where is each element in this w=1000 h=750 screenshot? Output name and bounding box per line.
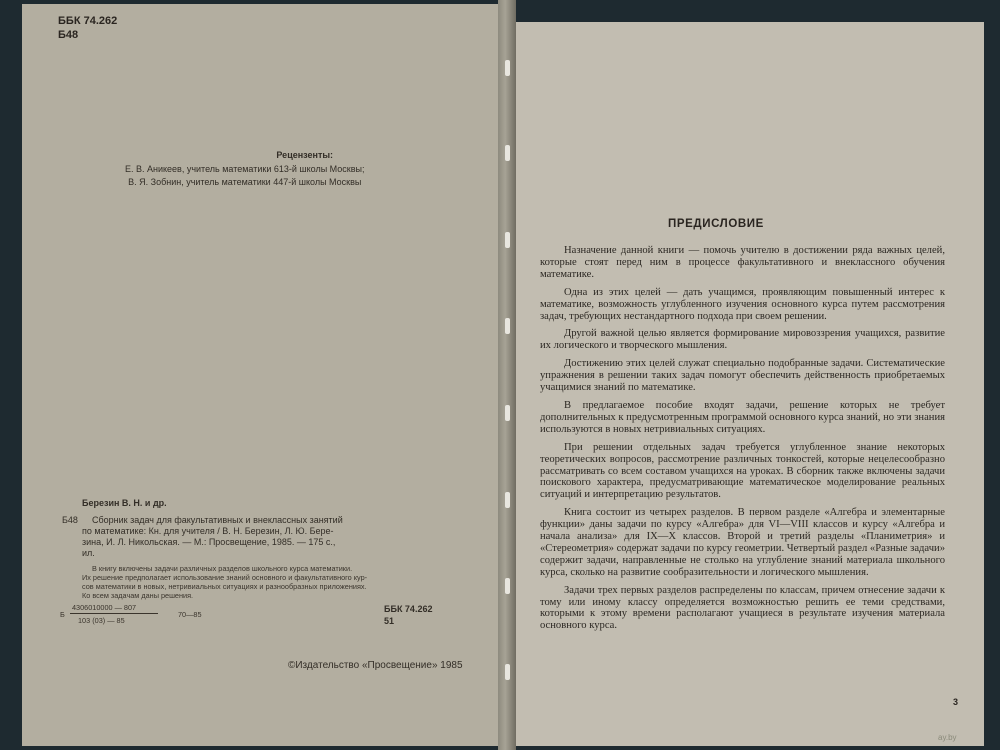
preface-body [540,245,945,638]
formula-denominator: 103 (03) — 85 [78,616,125,625]
preface-paragraph: Достижению этих целей служат специально подобранные задачи. Систематические упражнения в решении таких задач помогут обеспечить действенность приобретаемых учащимися знаний по математике. [540,358,945,394]
bbk-bottom-block [384,603,432,627]
annotation-line: Их решение предполагает использование знаний основного и факультативного кур- [82,573,368,582]
preface-paragraph: При решении отдельных задач требуется углубленное знание некоторых теоретических вопросов, рассмотрение различных тонкостей, которые нецелесообразно рассматривать со всем составом учащихся на уроках. В сборник также включены задачи поискового характера, предусматривающие математическое моделирование реальных ситуаций и интерпретацию результатов. [540,441,945,501]
description-line: ил. [82,548,95,558]
preface-paragraph: Одна из этих целей — дать учащимся, проявляющим повышенный интерес к математике, возможность углубленного изучения основного курса путем рассмотрения задач, требующих нестандартного подхода при своем решении. [540,286,945,322]
watermark: ay.by [938,733,957,742]
binding-stitch [505,145,510,161]
fraction-line [70,613,158,614]
page-number: 3 [953,697,959,707]
catalog-code-top: Б48 [58,29,79,41]
bbk-index-top [58,14,117,42]
binding-stitch [505,578,510,594]
copyright: ©Издательство «Просвещение» 1985 [288,660,463,671]
formula-b: Б [60,610,65,619]
author-line: Березин В. Н. и др. [82,498,167,508]
preface-paragraph: В предлагаемое пособие входят задачи, решение которых не требует дополнительных к предусмотренным программой основного курса знаний, но эти знания используются в новых нетривиальных ситуациях. [540,399,945,435]
preface-title: ПРЕДИСЛОВИЕ [668,218,764,230]
reviewers-block [125,150,364,188]
reviewer-line: В. Я. Зобнин, учитель математики 447-й школы Москвы [128,177,362,187]
preface-paragraph: Книга состоит из четырех разделов. В первом разделе «Алгебра и элементарные функции» даны задачи по курсу «Алгебра» для VI—VIII классов и курсу «Алгебра и начала анализа» для IX—X классов. Второй и третий разделы «Планиметрия» и «Стереометрия» содержат задачи по курсу геометрии. Четвертый раздел «Разные задачи» содержит задачи, направленные не столько на углубление знаний материала школьного курса, сколько на развитие сообразительности и логического мышления. [540,507,945,578]
reviewer-line: Е. В. Аникеев, учитель математики 613-й школы Москвы; [125,164,365,174]
annotation-line: В книгу включены задачи различных разделов школьного курса математики. [92,564,353,573]
preface-paragraph: Назначение данной книги — помочь учителю в достижении ряда важных целей, которые стоят перед ним в процессе факультативного и внеклассного обучения математике. [540,245,945,280]
description-line: по математике: Кн. для учителя / В. Н. Березин, Л. Ю. Бере- [82,526,334,536]
binding-stitch [505,318,510,334]
binding-stitch [505,664,510,680]
preface-paragraph: Другой важной целью является формирование мировоззрения учащихся, развитие их логического и творческого мышления. [540,328,945,352]
bibliographic-record [60,498,480,600]
catalog-code: Б48 [62,515,78,525]
bbk-bottom: ББК 74.262 [384,604,433,614]
left-page [22,4,500,746]
binding-stitch [505,232,510,248]
book-spine [498,0,516,750]
reviewers-title: Рецензенты: [276,150,334,160]
preface-paragraph: Задачи трех первых разделов распределены по классам, причем отнесение задачи к тому или иному классу определяется возможностью решить ее теми средствами, которыми к этому времени располагают учащиеся в результате изучения материала основного курса. [540,584,945,632]
bbk-bottom-sub: 51 [384,616,395,626]
binding-stitch [505,60,510,76]
formula-range: 70—85 [178,610,202,619]
formula-numerator: 4306010000 — 807 [72,603,137,612]
binding-stitch [505,405,510,421]
annotation-line: Ко всем задачам даны решения. [82,591,194,600]
binding-stitch [505,492,510,508]
description-line: Сборник задач для факультативных и внеклассных занятий [92,515,343,525]
description-line: зина, И. Л. Никольская. — М.: Просвещение, 1985. — 175 с., [82,537,336,547]
annotation-line: сов математики в новых, нетривиальных ситуациях и разнообразных приложениях. [82,582,367,591]
bbk-code: ББК 74.262 [58,15,118,27]
